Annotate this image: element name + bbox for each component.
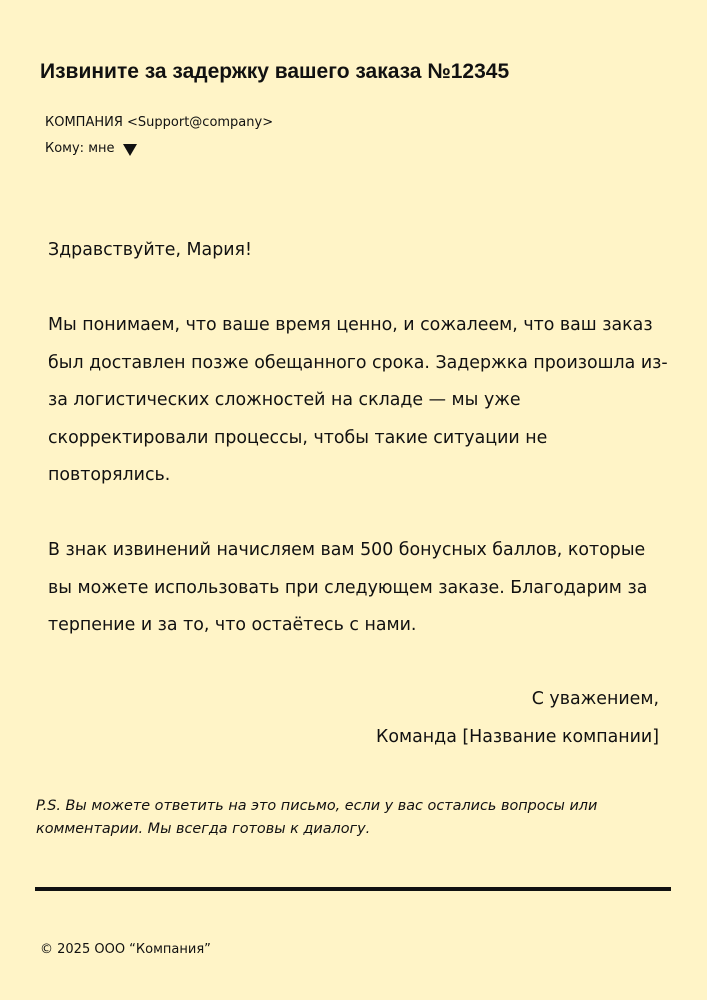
signoff: С уважением, <box>531 689 659 709</box>
footer-copyright: © 2025 ООО “Компания” <box>40 942 211 957</box>
divider <box>35 887 671 891</box>
recipient-label: Кому: мне <box>45 141 115 156</box>
body-paragraph-2: В знак извинений начисляем вам 500 бонусных баллов, которые вы можете использовать при следующем заказе. Благодарим за терпение и за то, что остаётесь с нами. <box>48 540 648 635</box>
greeting: Здравствуйте, Мария! <box>48 240 252 260</box>
caret-down-icon[interactable] <box>123 144 137 156</box>
body-paragraph-1: Мы понимаем, что ваше время ценно, и сожалеем, что ваш заказ был доставлен позже обещанного срока. Задержка произошла из-за логистических сложностей на складе — мы уже скорректировали процессы, чтобы такие ситуации не повторялись. <box>48 315 668 485</box>
postscript: P.S. Вы можете ответить на это письмо, если у вас остались вопросы или комментарии. Мы всегда готовы к диалогу. <box>36 798 598 837</box>
recipient-toggle[interactable] <box>45 140 137 158</box>
signature: Команда [Название компании] <box>376 727 659 747</box>
email-sender: КОМПАНИЯ <Support@company> <box>45 115 274 130</box>
email-subject: Извините за задержку вашего заказа №12345 <box>40 60 510 83</box>
